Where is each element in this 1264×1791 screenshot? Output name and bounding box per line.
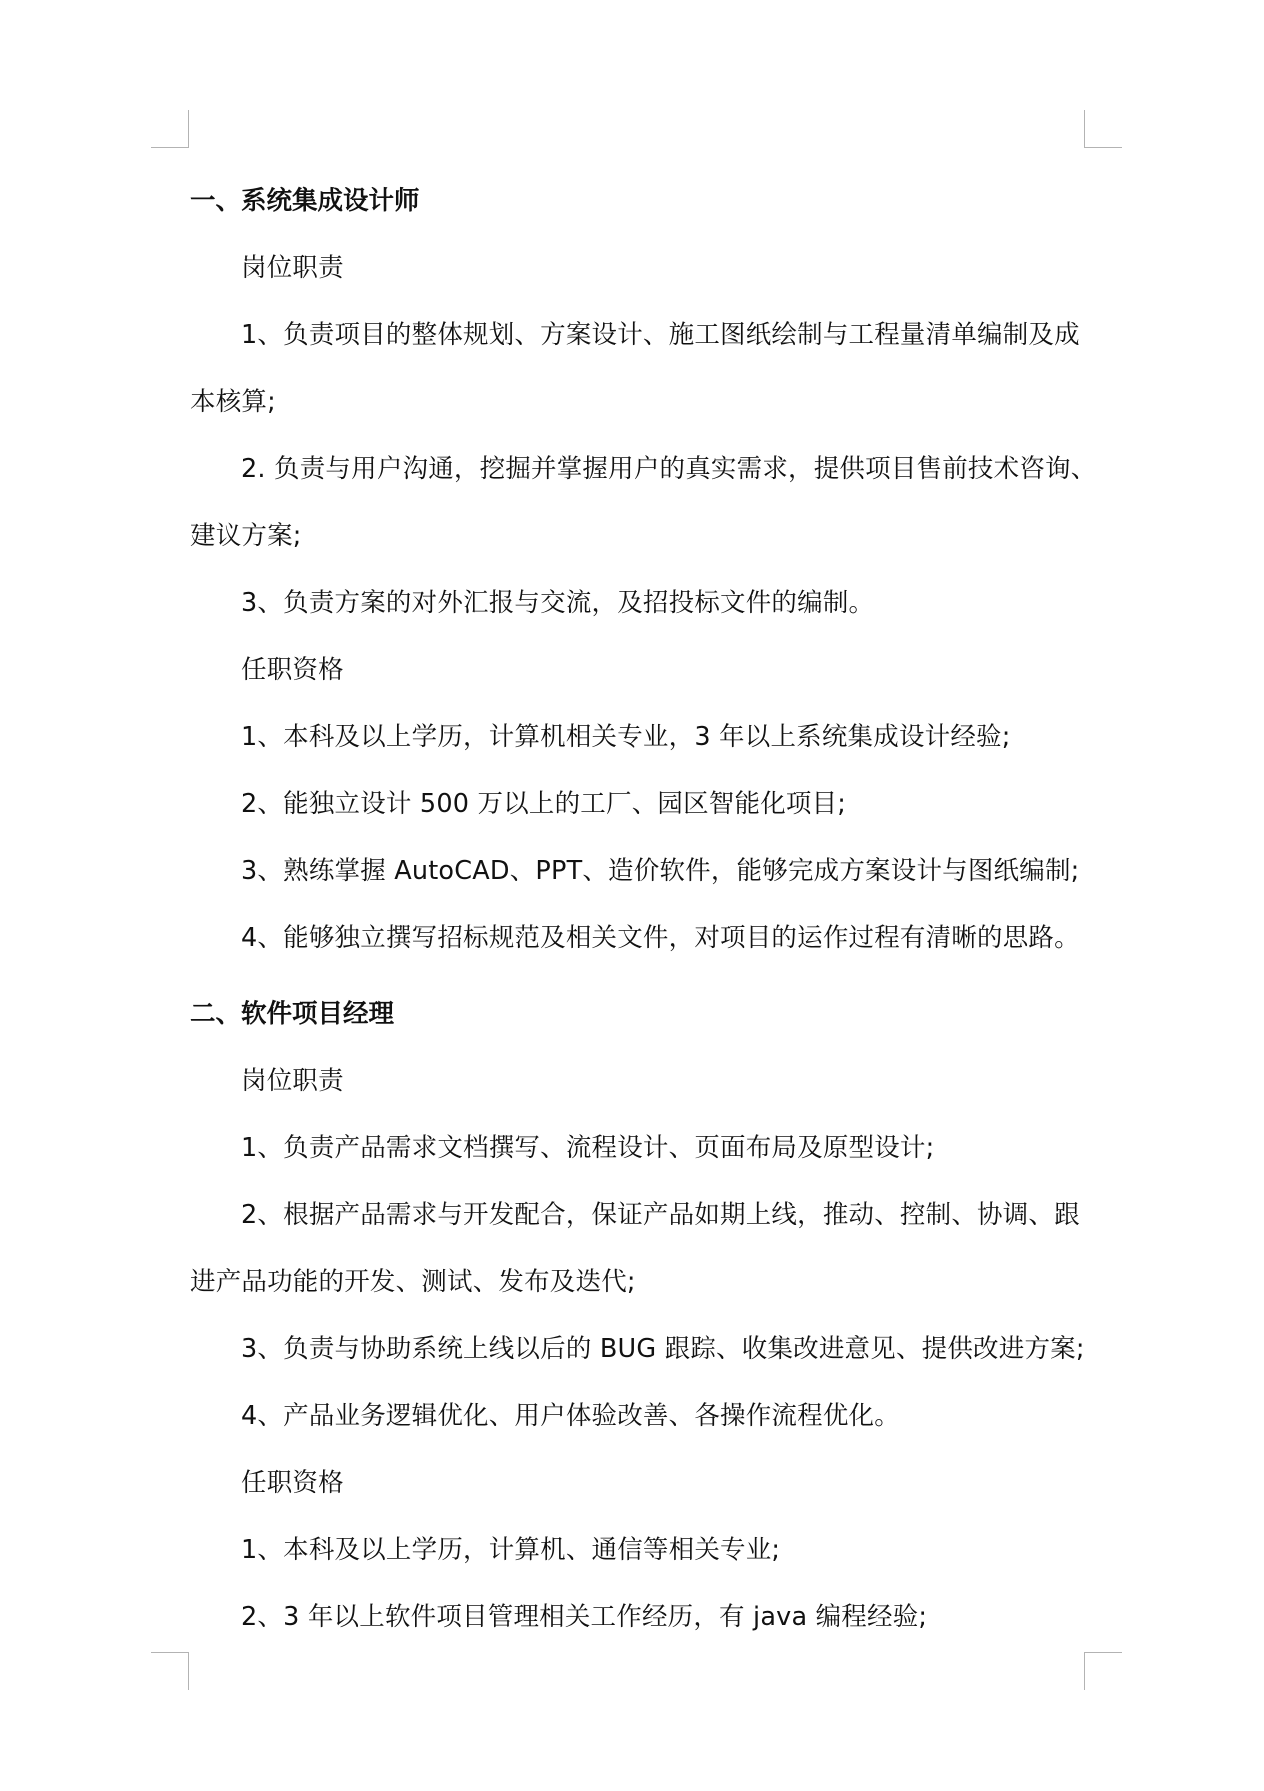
duties-label: 岗位职责 <box>241 1066 344 1096</box>
paragraph-line: 1、负责产品需求文档撰写、流程设计、页面布局及原型设计; <box>241 1133 935 1163</box>
crop-mark-bottom-right <box>1084 1652 1122 1690</box>
qualifications-label: 任职资格 <box>241 655 344 685</box>
paragraph-line: 本核算; <box>190 387 276 417</box>
section-gap <box>190 972 1084 981</box>
paragraph-line: 4、产品业务逻辑优化、用户体验改善、各操作流程优化。 <box>241 1401 900 1431</box>
paragraph-line: 1、本科及以上学历，计算机、通信等相关专业; <box>241 1535 781 1565</box>
section-heading: 二、软件项目经理 <box>190 999 395 1029</box>
section-heading: 一、系统集成设计师 <box>190 186 420 216</box>
paragraph-line: 建议方案; <box>190 521 302 551</box>
crop-mark-top-left <box>151 110 189 148</box>
paragraph-line: 3、熟练掌握 AutoCAD、PPT、造价软件，能够完成方案设计与图纸编制; <box>241 856 1080 886</box>
crop-mark-top-right <box>1084 110 1122 148</box>
paragraph-line: 2、能独立设计 500 万以上的工厂、园区智能化项目; <box>241 789 847 819</box>
paragraph-line: 2. 负责与用户沟通，挖掘并掌握用户的真实需求，提供项目售前技术咨询、 <box>241 454 1097 484</box>
crop-mark-bottom-left <box>151 1652 189 1690</box>
duties-label: 岗位职责 <box>241 253 344 283</box>
qualifications-label: 任职资格 <box>241 1468 344 1498</box>
paragraph-line: 1、负责项目的整体规划、方案设计、施工图纸绘制与工程量清单编制及成 <box>241 320 1080 350</box>
paragraph-line: 进产品功能的开发、测试、发布及迭代; <box>190 1267 636 1297</box>
paragraph-line: 4、能够独立撰写招标规范及相关文件，对项目的运作过程有清晰的思路。 <box>241 923 1080 953</box>
paragraph-line: 3、负责方案的对外汇报与交流，及招投标文件的编制。 <box>241 588 875 618</box>
paragraph-line: 2、3 年以上软件项目管理相关工作经历，有 java 编程经验; <box>241 1602 928 1632</box>
paragraph-line: 1、本科及以上学历，计算机相关专业，3 年以上系统集成设计经验; <box>241 722 1011 752</box>
document-body <box>190 168 1097 1651</box>
paragraph-line: 2、根据产品需求与开发配合，保证产品如期上线，推动、控制、协调、跟 <box>241 1200 1080 1230</box>
paragraph-line: 3、负责与协助系统上线以后的 BUG 跟踪、收集改进意见、提供改进方案; <box>241 1334 1085 1364</box>
